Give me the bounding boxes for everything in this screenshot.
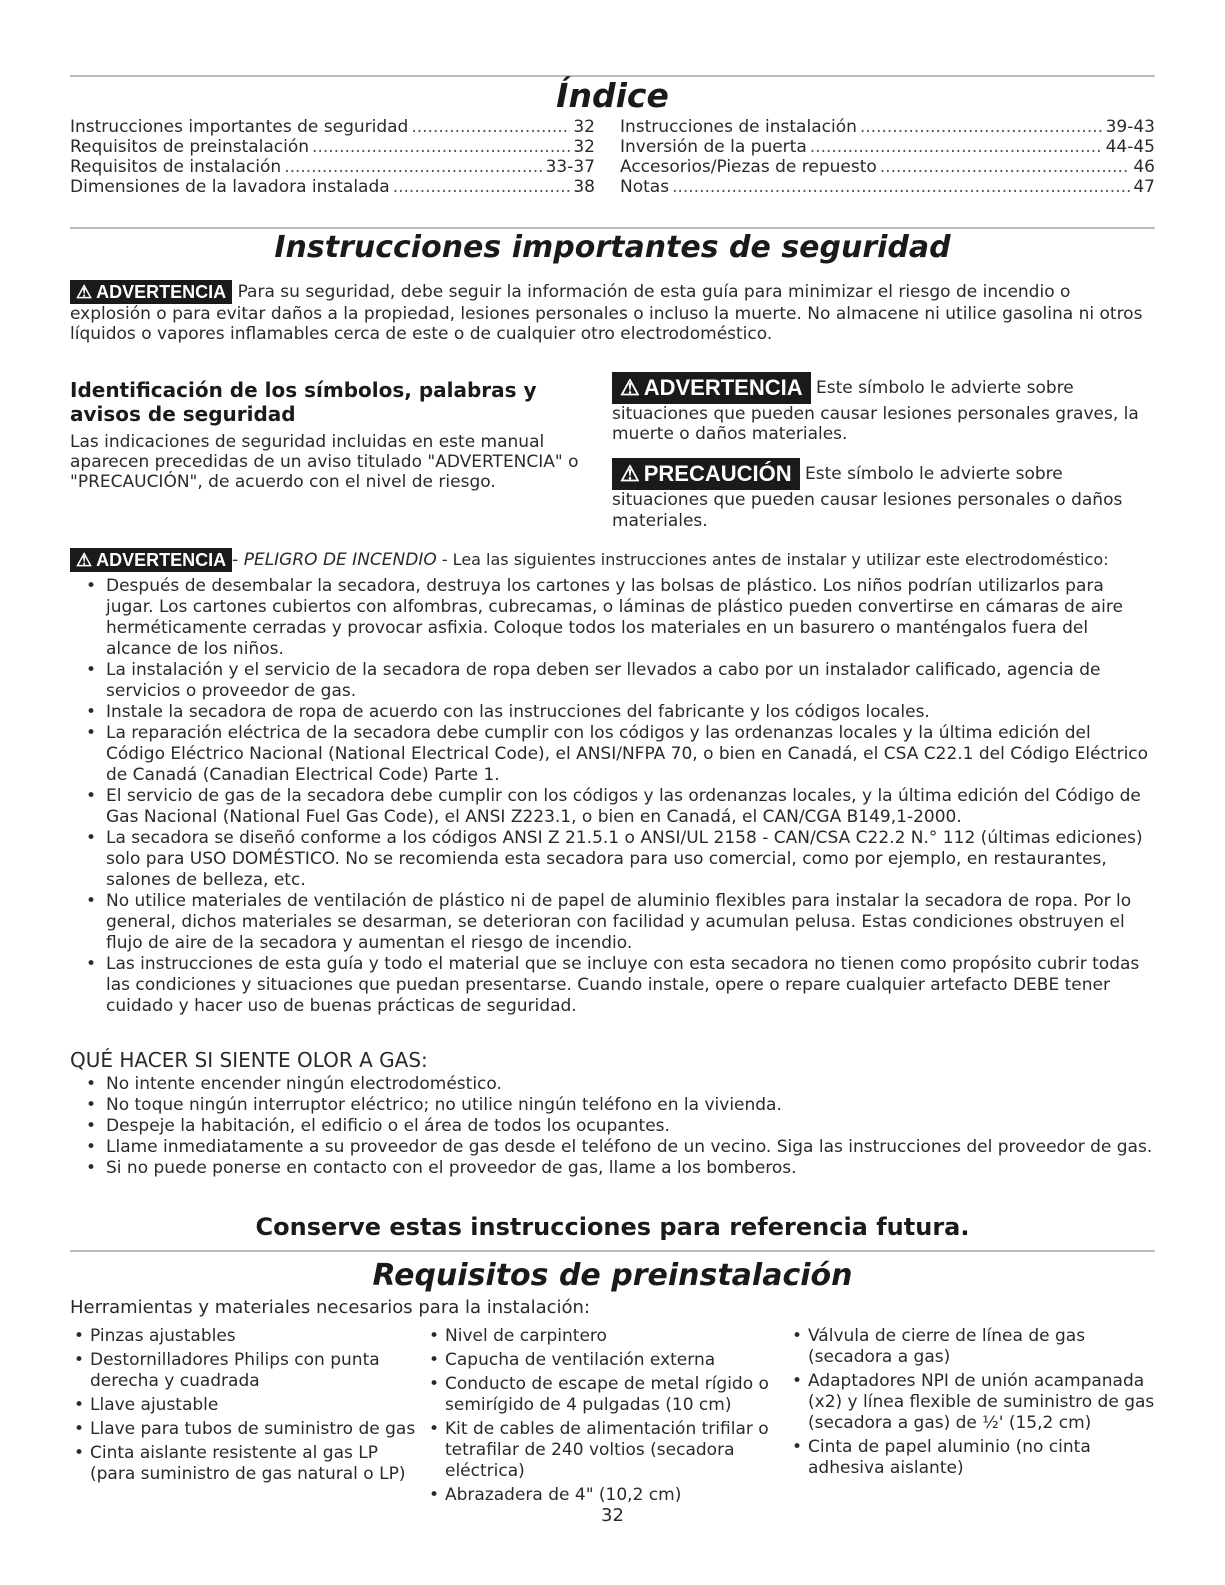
warning-triangle-icon: ⚠ bbox=[76, 282, 93, 302]
warning-triangle-icon: ⚠ bbox=[76, 550, 93, 570]
tools-heading: Herramientas y materiales necesarios para la instalación: bbox=[70, 1297, 591, 1318]
toc-entry bbox=[620, 137, 1155, 157]
gas-heading: QUÉ HACER SI SIENTE OLOR A GAS: bbox=[70, 1048, 428, 1072]
toc-label: Inversión de la puerta bbox=[620, 137, 807, 157]
list-item: • Adaptadores NPI de unión acampanada (x2) y línea flexible de suministro de gas (secadora a gas) de ½' (15,2 cm) bbox=[788, 1371, 1155, 1434]
toc-left bbox=[70, 117, 595, 197]
warning-desc: Este símbolo le advierte sobre situaciones que pueden causar lesiones personales graves, la muerte o daños materiales. bbox=[612, 378, 1139, 444]
list-item: • La instalación y el servicio de la secadora de ropa deben ser llevados a cabo por un instalador calificado, agencia de servicios o proveedor de gas. bbox=[70, 660, 1155, 702]
caution-desc: Este símbolo le advierte sobre situaciones que pueden causar lesiones personales o daños materiales. bbox=[612, 464, 1123, 531]
list-item: • Cinta aislante resistente al gas LP (para suministro de gas natural o LP) bbox=[70, 1443, 425, 1485]
toc-leader bbox=[411, 117, 570, 137]
warning-badge bbox=[70, 280, 232, 304]
safety-intro bbox=[70, 280, 1155, 344]
toc-leader bbox=[393, 177, 571, 197]
toc-label: Dimensiones de la lavadora instalada bbox=[70, 177, 390, 197]
list-item: • Kit de cables de alimentación trifilar o tetrafilar de 240 voltios (secadora eléctrica) bbox=[425, 1419, 780, 1482]
list-item: • Las instrucciones de esta guía y todo el material que se incluye con esta secadora no tienen como propósito cubrir todas las condiciones y situaciones que puedan presentarse. Cuando instale, opere o repare cualquier artefacto DEBE tener cuidado y hacer uso de buenas prácticas de seguridad. bbox=[70, 954, 1155, 1017]
toc-page: 46 bbox=[1133, 157, 1155, 177]
list-item: • La reparación eléctrica de la secadora debe cumplir con los códigos y las ordenanzas locales y la última edición del Código Eléctrico Nacional (National Electrical Code), el ANSI/NFPA 70, o bien en Canadá, el CSA C22.1 del Código Eléctrico de Canadá (Canadian Electrical Code) Parte 1. bbox=[70, 723, 1155, 786]
toc-page: 47 bbox=[1133, 177, 1155, 197]
toc-page: 39-43 bbox=[1105, 117, 1155, 137]
list-item: • Cinta de papel aluminio (no cinta adhesiva aislante) bbox=[788, 1437, 1155, 1479]
list-item: • Instale la secadora de ropa de acuerdo con las instrucciones del fabricante y los códigos locales. bbox=[70, 702, 1155, 723]
caution-badge bbox=[612, 458, 800, 490]
list-item: • Pinzas ajustables bbox=[70, 1326, 425, 1347]
tools-column-3 bbox=[788, 1326, 1155, 1482]
tools-column-1 bbox=[70, 1326, 425, 1488]
list-item: • No intente encender ningún electrodoméstico. bbox=[70, 1074, 1155, 1095]
warning-badge-label: ADVERTENCIA bbox=[643, 375, 803, 400]
fire-prefix: - bbox=[232, 550, 244, 570]
toc-label: Instrucciones de instalación bbox=[620, 117, 857, 137]
toc-leader bbox=[860, 117, 1103, 137]
list-item: • Después de desembalar la secadora, destruya los cartones y las bolsas de plástico. Los niños podrían utilizarlos para jugar. Los cartones cubiertos con alfombras, cubrecamas, o láminas de plástico pueden convertirse en cámaras de aire herméticamente cerradas y provocar asfixia. Coloque todos los materiales en un basurero o manténgalos fuera del alcance de los niños. bbox=[70, 576, 1155, 660]
symbols-heading: Identificación de los símbolos, palabras y avisos de seguridad bbox=[70, 378, 537, 426]
toc-leader bbox=[312, 137, 570, 157]
toc-label: Requisitos de preinstalación bbox=[70, 137, 310, 157]
list-item: • Conducto de escape de metal rígido o semirígido de 4 pulgadas (10 cm) bbox=[425, 1374, 780, 1416]
list-item: • Válvula de cierre de línea de gas (secadora a gas) bbox=[788, 1326, 1155, 1368]
fire-warning-line bbox=[70, 548, 1155, 572]
list-item: • El servicio de gas de la secadora debe cumplir con los códigos y las ordenanzas locales, y la última edición del Código de Gas Nacional (National Fuel Gas Code), el ANSI Z223.1, o bien en Canadá, el CAN/CGA B149,1-2000. bbox=[70, 786, 1155, 828]
symbols-text: Las indicaciones de seguridad incluidas en este manual aparecen precedidas de un aviso titulado "ADVERTENCIA" o "PRECAUCIÓN", de acuerdo con el nivel de riesgo. bbox=[70, 432, 579, 492]
page-number: 32 bbox=[601, 1505, 624, 1526]
toc-leader bbox=[880, 157, 1131, 177]
list-item: • Llave para tubos de suministro de gas bbox=[70, 1419, 425, 1440]
toc-page: 32 bbox=[573, 117, 595, 137]
fire-text: - Lea las siguientes instrucciones antes de instalar y utilizar este electrodoméstico: bbox=[436, 550, 1109, 569]
toc-entry bbox=[620, 157, 1155, 177]
list-item: • Nivel de carpintero bbox=[425, 1326, 780, 1347]
tools-column-2 bbox=[425, 1326, 780, 1509]
toc-entry bbox=[620, 177, 1155, 197]
preinstall-title: Requisitos de preinstalación bbox=[372, 1258, 853, 1293]
safety-title: Instrucciones importantes de seguridad bbox=[274, 230, 951, 265]
caution-definition bbox=[612, 458, 1155, 532]
toc-label: Instrucciones importantes de seguridad bbox=[70, 117, 409, 137]
list-item: • No toque ningún interruptor eléctrico; no utilice ningún teléfono en la vivienda. bbox=[70, 1095, 1155, 1116]
toc-entry bbox=[70, 117, 595, 137]
gas-bullets bbox=[70, 1074, 1155, 1179]
toc-page: 44-45 bbox=[1105, 137, 1155, 157]
keep-instructions: Conserve estas instrucciones para referencia futura. bbox=[255, 1213, 970, 1241]
fire-label: PELIGRO DE INCENDIO bbox=[243, 550, 437, 570]
list-item: • Llame inmediatamente a su proveedor de gas desde el teléfono de un vecino. Siga las instrucciones del proveedor de gas. bbox=[70, 1137, 1155, 1158]
toc-leader bbox=[672, 177, 1130, 197]
toc-entry bbox=[70, 177, 595, 197]
warning-badge bbox=[70, 548, 232, 572]
list-item: • Abrazadera de 4" (10,2 cm) bbox=[425, 1485, 780, 1506]
warning-triangle-icon: ⚠ bbox=[620, 375, 640, 400]
toc-page: 38 bbox=[573, 177, 595, 197]
caution-badge-label: PRECAUCIÓN bbox=[643, 461, 792, 486]
toc-leader bbox=[284, 157, 542, 177]
warning-badge-large bbox=[612, 372, 811, 404]
warning-badge-label: ADVERTENCIA bbox=[96, 550, 227, 570]
toc-label: Requisitos de instalación bbox=[70, 157, 282, 177]
warning-definition bbox=[612, 372, 1155, 444]
divider bbox=[70, 1250, 1155, 1252]
toc-entry bbox=[70, 157, 595, 177]
warning-triangle-icon: ⚠ bbox=[620, 461, 640, 486]
list-item: • Llave ajustable bbox=[70, 1395, 425, 1416]
list-item: • Despeje la habitación, el edificio o el área de todos los ocupantes. bbox=[70, 1116, 1155, 1137]
list-item: • Si no puede ponerse en contacto con el proveedor de gas, llame a los bomberos. bbox=[70, 1158, 1155, 1179]
toc-entry bbox=[70, 137, 595, 157]
list-item: • Capucha de ventilación externa bbox=[425, 1350, 780, 1371]
list-item: • La secadora se diseñó conforme a los códigos ANSI Z 21.5.1 o ANSI/UL 2158 - CAN/CSA C22.2 N.° 112 (últimas ediciones) solo para USO DOMÉSTICO. No se recomienda esta secadora para uso comercial, como por ejemplo, en restaurantes, salones de belleza, etc. bbox=[70, 828, 1155, 891]
toc-page: 32 bbox=[573, 137, 595, 157]
list-item: • Destornilladores Philips con punta derecha y cuadrada bbox=[70, 1350, 425, 1392]
toc-label: Accesorios/Piezas de repuesto bbox=[620, 157, 877, 177]
symbols-section bbox=[70, 378, 595, 492]
safety-bullets bbox=[70, 576, 1155, 1017]
toc-label: Notas bbox=[620, 177, 670, 197]
toc-leader bbox=[810, 137, 1103, 157]
list-item: • No utilice materiales de ventilación de plástico ni de papel de aluminio flexibles para instalar la secadora de ropa. Por lo general, dichos materiales se desarman, se deterioran con facilidad y acumulan pelusa. Estas condiciones obstruyen el flujo de aire de la secadora y aumentan el riesgo de incendio. bbox=[70, 891, 1155, 954]
index-title: Índice bbox=[556, 76, 669, 115]
warning-badge-label: ADVERTENCIA bbox=[96, 282, 227, 302]
toc-page: 33-37 bbox=[545, 157, 595, 177]
toc-right bbox=[620, 117, 1155, 197]
toc-entry bbox=[620, 117, 1155, 137]
intro-text: Para su seguridad, debe seguir la información de esta guía para minimizar el riesgo de incendio o explosión o para evitar daños a la propiedad, lesiones personales o incluso la muerte. No almacene ni utilice gasolina ni otros líquidos o vapores inflamables cerca de este o de cualquier otro electrodoméstico. bbox=[70, 282, 1143, 344]
